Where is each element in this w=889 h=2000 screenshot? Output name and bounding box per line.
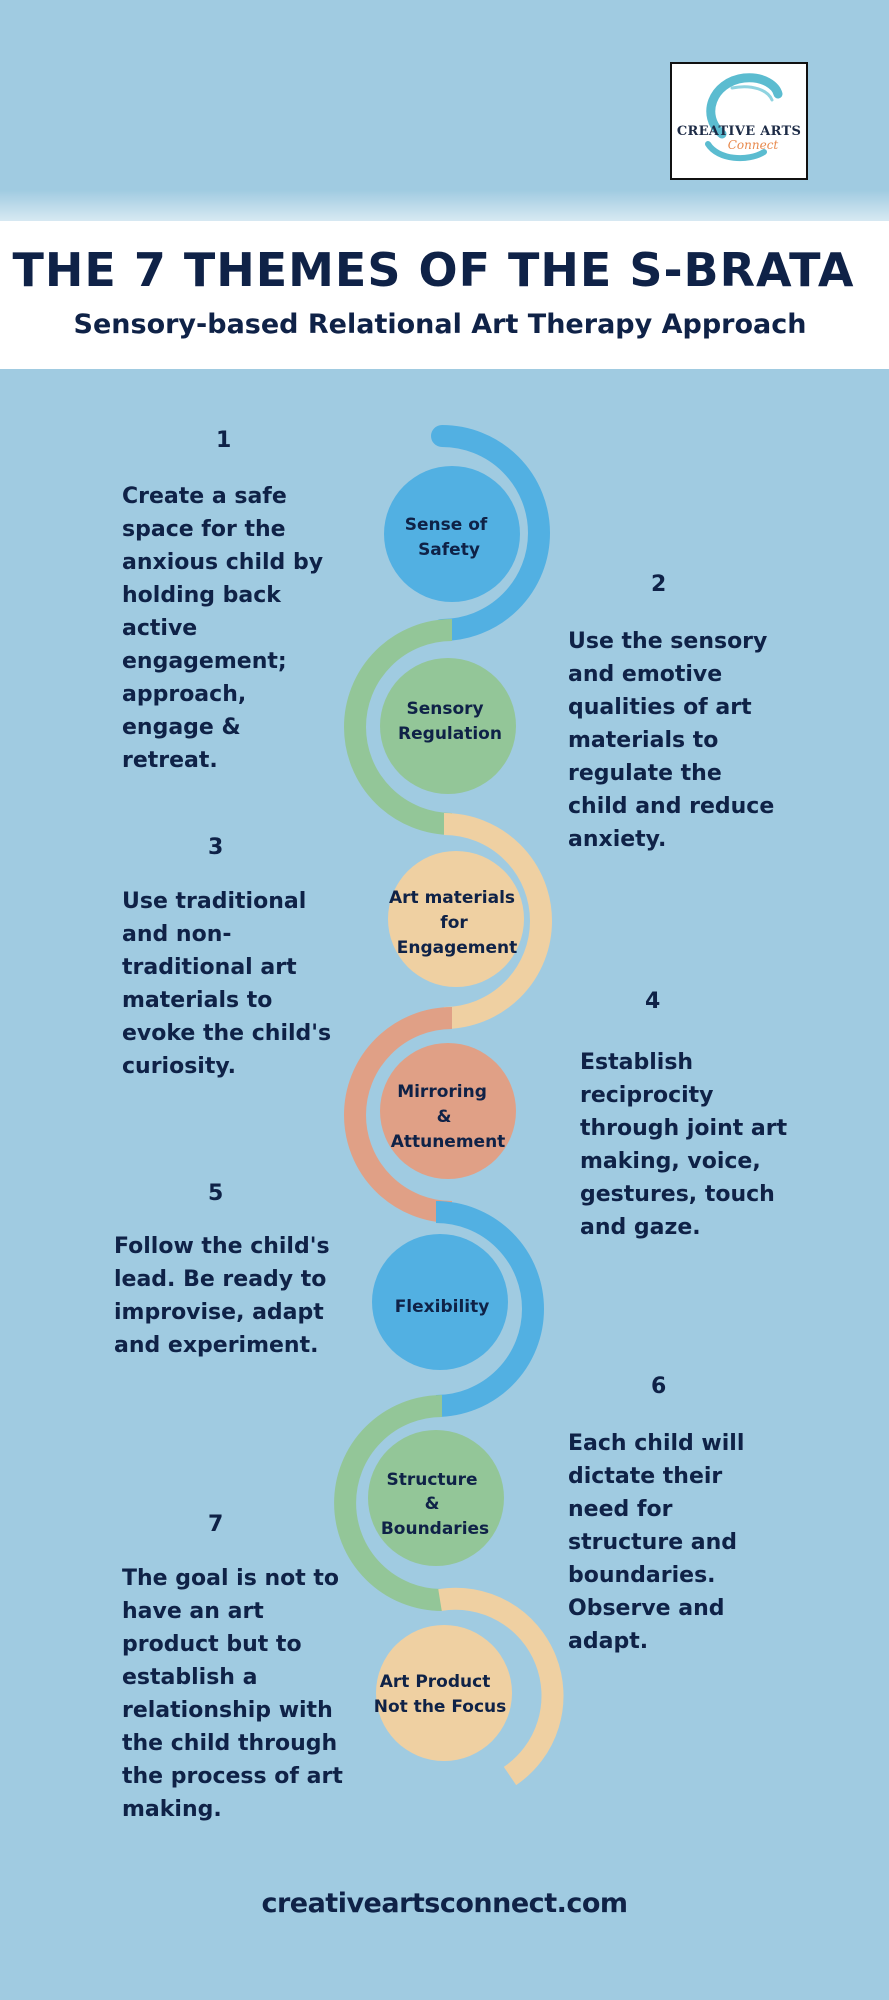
theme-description-2: Use the sensory and emotive qualities of art materials to regulate the child and reduce anxiety. <box>568 629 775 852</box>
page-title: THE 7 THEMES OF THE S-BRATA <box>12 243 855 297</box>
theme-label-5: Flexibility <box>394 1297 490 1317</box>
theme-label-6: Structure & Boundaries <box>380 1470 490 1539</box>
theme-number-5: 5 <box>208 1181 224 1206</box>
theme-label-3: Art materials for Engagement <box>389 888 518 958</box>
theme-number-3: 3 <box>208 835 224 860</box>
theme-description-1: Create a safe space for the anxious child by holding back active engagement; approach, engage & retreat. <box>122 484 324 773</box>
page-subtitle: Sensory-based Relational Art Therapy Approach <box>73 309 807 340</box>
theme-label-2: Sensory Regulation <box>398 699 502 744</box>
theme-label-4: Mirroring & Attunement <box>390 1082 506 1152</box>
logo-script-text: Connect <box>727 138 779 152</box>
theme-label-1: Sense of Safety <box>404 515 488 560</box>
theme-number-7: 7 <box>208 1512 224 1537</box>
logo-brand-text: CREATIVE ARTS <box>676 124 802 139</box>
theme-description-6: Each child will dictate their need for structure and boundaries. Observe and adapt. <box>568 1431 745 1654</box>
theme-number-2: 2 <box>651 572 667 597</box>
theme-number-6: 6 <box>651 1374 667 1399</box>
theme-number-1: 1 <box>216 428 232 453</box>
theme-label-7: Art Product Not the Focus <box>373 1672 507 1717</box>
theme-description-5: Follow the child's lead. Be ready to improvise, adapt and experiment. <box>114 1234 330 1358</box>
theme-description-3: Use traditional and non-traditional art materials to evoke the child's curiosity. <box>122 889 332 1079</box>
theme-number-4: 4 <box>645 989 661 1014</box>
theme-description-7: The goal is not to have an art product but to establish a relationship with the child through the process of art making. <box>122 1566 343 1822</box>
theme-circle-7 <box>373 1625 512 1761</box>
theme-description-4: Establish reciprocity through joint art making, voice, gestures, touch and gaze. <box>580 1050 788 1240</box>
website-link[interactable]: creativeartsconnect.com <box>261 1888 628 1919</box>
